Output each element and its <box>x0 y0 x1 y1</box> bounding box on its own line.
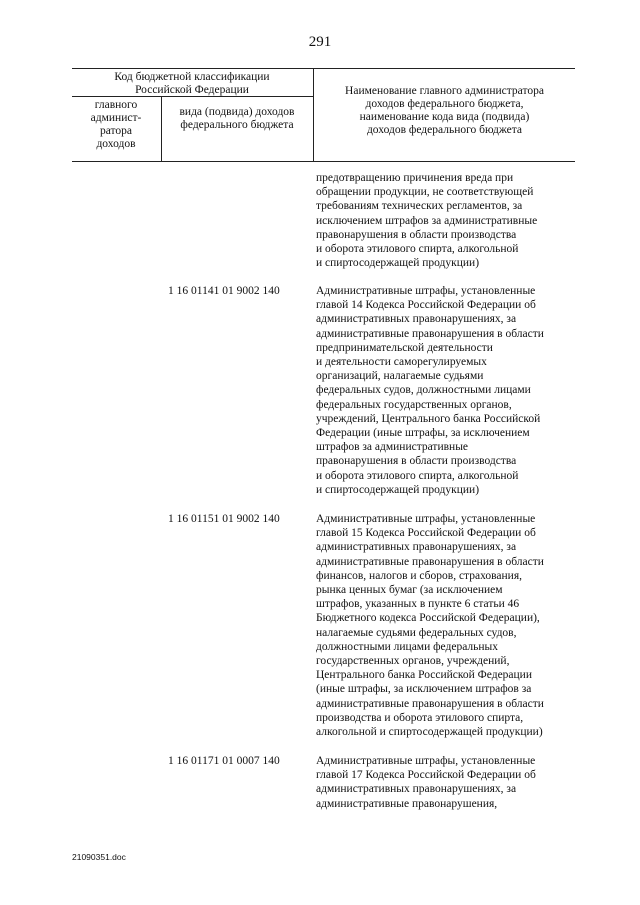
description-line: административные правонарушения в области <box>316 555 544 568</box>
income-type-header: вида (подвида) доходов федерального бюджета <box>179 106 295 131</box>
income-description <box>316 284 578 497</box>
description-line: и оборота этилового спирта, алкогольной <box>316 469 519 482</box>
description-line: и оборота этилового спирта, алкогольной <box>316 243 519 256</box>
name-header: Наименование главного администратора доходов федерального бюджета, наименование кода вида (подвида) доходов федерального бюджета <box>345 85 544 136</box>
description-line: административных правонарушениях, за <box>316 541 517 554</box>
income-description <box>316 512 578 739</box>
description-line: рынка ценных бумаг (за исключением <box>316 584 503 597</box>
description-line: Административные штрафы, установленные <box>316 513 536 525</box>
description-line: федеральных государственных органов, <box>316 398 512 411</box>
income-code: 1 16 01151 01 9002 140 <box>168 513 280 525</box>
income-description <box>316 171 578 270</box>
description-line: штрафов за административные <box>316 441 469 454</box>
description-line: Федерации (иные штрафы, за исключением <box>316 427 530 440</box>
description-line: исключением штрафов за административные <box>316 214 538 227</box>
description-line: административные правонарушения в области <box>316 327 544 340</box>
file-name: 21090351.doc <box>72 852 126 862</box>
description-line: предпринимательской деятельности <box>316 341 493 354</box>
description-line: производства и оборота этилового спирта, <box>316 711 524 724</box>
budget-code-header: Код бюджетной классификации Российской Федерации <box>114 71 270 96</box>
description-line: государственных органов, учреждений, <box>316 655 510 668</box>
income-code: 1 16 01141 01 9002 140 <box>168 285 280 297</box>
description-line: главой 14 Кодекса Российской Федерации об <box>316 299 536 312</box>
description-line: административные правонарушения в области <box>316 697 544 710</box>
description-line: Центрального банка Российской Федерации <box>316 669 532 682</box>
description-line: налагаемые судьями федеральных судов, <box>316 626 517 639</box>
description-line: и спиртосодержащей продукции) <box>316 257 480 270</box>
description-line: организаций, налагаемые судьями <box>316 370 484 383</box>
description-line: административных правонарушениях, за <box>316 783 517 796</box>
income-code: 1 16 01171 01 0007 140 <box>168 755 280 767</box>
description-line: Бюджетного кодекса Российской Федерации), <box>316 612 540 625</box>
description-line: (иные штрафы, за исключением штрафов за <box>316 683 532 696</box>
description-line: должностными лицами федеральных <box>316 640 499 653</box>
description-line: федеральных судов, должностными лицами <box>316 384 531 397</box>
description-line: главой 17 Кодекса Российской Федерации об <box>316 769 536 782</box>
description-line: и деятельности саморегулируемых <box>316 356 487 369</box>
description-line: предотвращению причинения вреда при <box>316 172 514 184</box>
income-description <box>316 754 578 811</box>
page-number: 291 <box>308 34 332 50</box>
description-line: Административные штрафы, установленные <box>316 285 536 297</box>
description-line: финансов, налогов и сборов, страхования, <box>316 569 522 582</box>
description-line: штрафов, указанных в пункте 6 статьи 46 <box>316 598 520 611</box>
description-line: алкогольной и спиртосодержащей продукции) <box>316 726 543 739</box>
description-line: обращении продукции, не соответствующей <box>316 186 534 199</box>
description-line: правонарушения в области производства <box>316 455 517 468</box>
description-line: учреждений, Центрального банка Российской <box>316 412 541 425</box>
description-line: административные правонарушения, <box>316 797 498 810</box>
description-line: и спиртосодержащей продукции) <box>316 483 480 496</box>
chief-admin-header: главного админист- ратора доходов <box>90 99 142 150</box>
description-line: Административные штрафы, установленные <box>316 755 536 767</box>
description-line: правонарушения в области производства <box>316 228 517 241</box>
description-line: требованиям технических регламентов, за <box>316 200 523 213</box>
description-line: административных правонарушениях, за <box>316 313 517 326</box>
table-header <box>72 68 575 162</box>
description-line: главой 15 Кодекса Российской Федерации об <box>316 527 536 540</box>
